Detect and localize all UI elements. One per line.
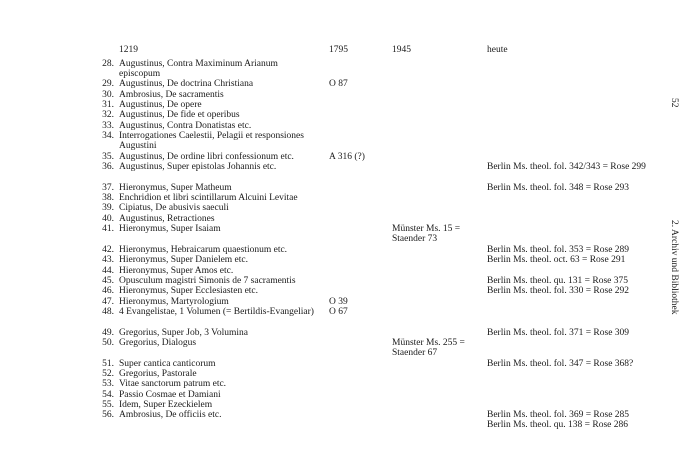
entry-number: 50. xyxy=(102,338,114,348)
entry-number: 55. xyxy=(102,400,114,410)
entry-location-today: Berlin Ms. theol. oct. 63 = Rose 291 xyxy=(487,255,626,265)
entry-title: Gregorius, Super Job, 3 Volumina xyxy=(119,328,248,338)
entry-title: Super cantica canticorum xyxy=(119,359,216,369)
entry-number: 43. xyxy=(102,255,114,265)
entry-number: 33. xyxy=(102,121,114,131)
entry-number: 31. xyxy=(102,100,114,110)
entry-title: Opusculum magistri Simonis de 7 sacramentis xyxy=(119,276,296,286)
entry-number: 38. xyxy=(102,193,114,203)
entry-number: 41. xyxy=(102,224,114,234)
entry-title: Hieronymus, Super Matheum xyxy=(119,183,232,193)
entry-title: Cipiatus, De abusivis saeculi xyxy=(119,203,229,213)
entry-number: 30. xyxy=(102,90,114,100)
entry-number: 49. xyxy=(102,328,114,338)
entry-number: 29. xyxy=(102,79,114,89)
column-header-1219: 1219 xyxy=(119,45,138,55)
entry-number: 56. xyxy=(102,410,114,420)
entry-title: Interrogationes Caelestii, Pelagii et responsiones Augustini xyxy=(119,131,304,152)
entry-location-today: Berlin Ms. theol. fol. 330 = Rose 292 xyxy=(487,286,630,296)
entry-location-today: Berlin Ms. theol. fol. 347 = Rose 368? xyxy=(487,359,634,369)
entry-number: 39. xyxy=(102,203,114,213)
entry-title: Passio Cosmae et Damiani xyxy=(119,390,221,400)
entry-title: 4 Evangelistae, 1 Volumen (= Bertildis-Evangeliar) xyxy=(119,307,314,317)
column-header-heute: heute xyxy=(487,45,508,55)
entry-number: 42. xyxy=(102,245,114,255)
entry-location-today: Berlin Ms. theol. fol. 342/343 = Rose 299 xyxy=(487,162,646,172)
entry-location-1945: Münster Ms. 255 = Staender 67 xyxy=(392,338,465,359)
entry-number: 37. xyxy=(102,183,114,193)
entry-title: Hieronymus, Super Isaiam xyxy=(119,224,221,234)
entry-shelfmark-1795: A 316 (?) xyxy=(329,152,365,162)
entry-number: 47. xyxy=(102,297,114,307)
entry-title: Ambrosius, De sacramentis xyxy=(119,90,224,100)
entry-title: Hieronymus, Super Danielem etc. xyxy=(119,255,249,265)
entry-title: Ambrosius, De officiis etc. xyxy=(119,410,222,420)
entry-number: 46. xyxy=(102,286,114,296)
entry-number: 54. xyxy=(102,390,114,400)
entry-shelfmark-1795: O 87 xyxy=(329,79,348,89)
entry-location-today: Berlin Ms. theol. fol. 348 = Rose 293 xyxy=(487,183,630,193)
entry-number: 44. xyxy=(102,266,114,276)
entry-location-today: Berlin Ms. theol. fol. 369 = Rose 285 xyxy=(487,410,630,420)
page-number: 52 xyxy=(669,98,679,108)
entry-number: 40. xyxy=(102,214,114,224)
entry-number: 51. xyxy=(102,359,114,369)
running-head: 2. Archiv und Bibliothek xyxy=(669,220,679,315)
entry-number: 45. xyxy=(102,276,114,286)
entry-location-1945: Münster Ms. 15 = Staender 73 xyxy=(392,224,461,245)
entry-number: 34. xyxy=(102,131,114,141)
column-header-1795: 1795 xyxy=(329,45,348,55)
entry-title: Enchridion et libri scintillarum Alcuini Levitae xyxy=(119,193,298,203)
entry-title: Augustinus, Contra Maximinum Arianum episcopum xyxy=(119,59,278,80)
entry-title: Gregorius, Dialogus xyxy=(119,338,197,348)
entry-location-today: Berlin Ms. theol. fol. 353 = Rose 289 xyxy=(487,245,630,255)
entry-number: 48. xyxy=(102,307,114,317)
entry-title: Hieronymus, Martyrologium xyxy=(119,297,229,307)
entry-location-today: Berlin Ms. theol. fol. 371 = Rose 309 xyxy=(487,328,630,338)
entry-number: 35. xyxy=(102,152,114,162)
entry-title: Hieronymus, Hebraicarum quaestionum etc. xyxy=(119,245,288,255)
entry-title: Idem, Super Ezeckielem xyxy=(119,400,213,410)
entry-title: Augustinus, Super epistolas Johannis etc. xyxy=(119,162,277,172)
entry-number: 36. xyxy=(102,162,114,172)
entry-title: Gregorius, Pastorale xyxy=(119,369,197,379)
entry-title: Augustinus, Retractiones xyxy=(119,214,215,224)
entry-title: Hieronymus, Super Ecclesiasten etc. xyxy=(119,286,259,296)
entry-number: 53. xyxy=(102,379,114,389)
column-header-1945: 1945 xyxy=(392,45,411,55)
entry-number: 52. xyxy=(102,369,114,379)
entry-shelfmark-1795: O 39 xyxy=(329,297,348,307)
entry-title: Augustinus, De opere xyxy=(119,100,202,110)
entry-location-today: Berlin Ms. theol. qu. 131 = Rose 375 xyxy=(487,276,628,286)
entry-title: Hieronymus, Super Amos etc. xyxy=(119,266,234,276)
entry-title: Augustinus, De ordine libri confessionum etc. xyxy=(119,152,294,162)
entry-location-today: Berlin Ms. theol. qu. 138 = Rose 286 xyxy=(487,420,628,430)
entry-title: Augustinus, De fide et operibus xyxy=(119,110,240,120)
entry-title: Augustinus, De doctrina Christiana xyxy=(119,79,254,89)
entry-title: Vitae sanctorum patrum etc. xyxy=(119,379,227,389)
entry-title: Augustinus, Contra Donatistas etc. xyxy=(119,121,252,131)
entry-number: 28. xyxy=(102,59,114,69)
entry-shelfmark-1795: O 67 xyxy=(329,307,348,317)
entry-number: 32. xyxy=(102,110,114,120)
